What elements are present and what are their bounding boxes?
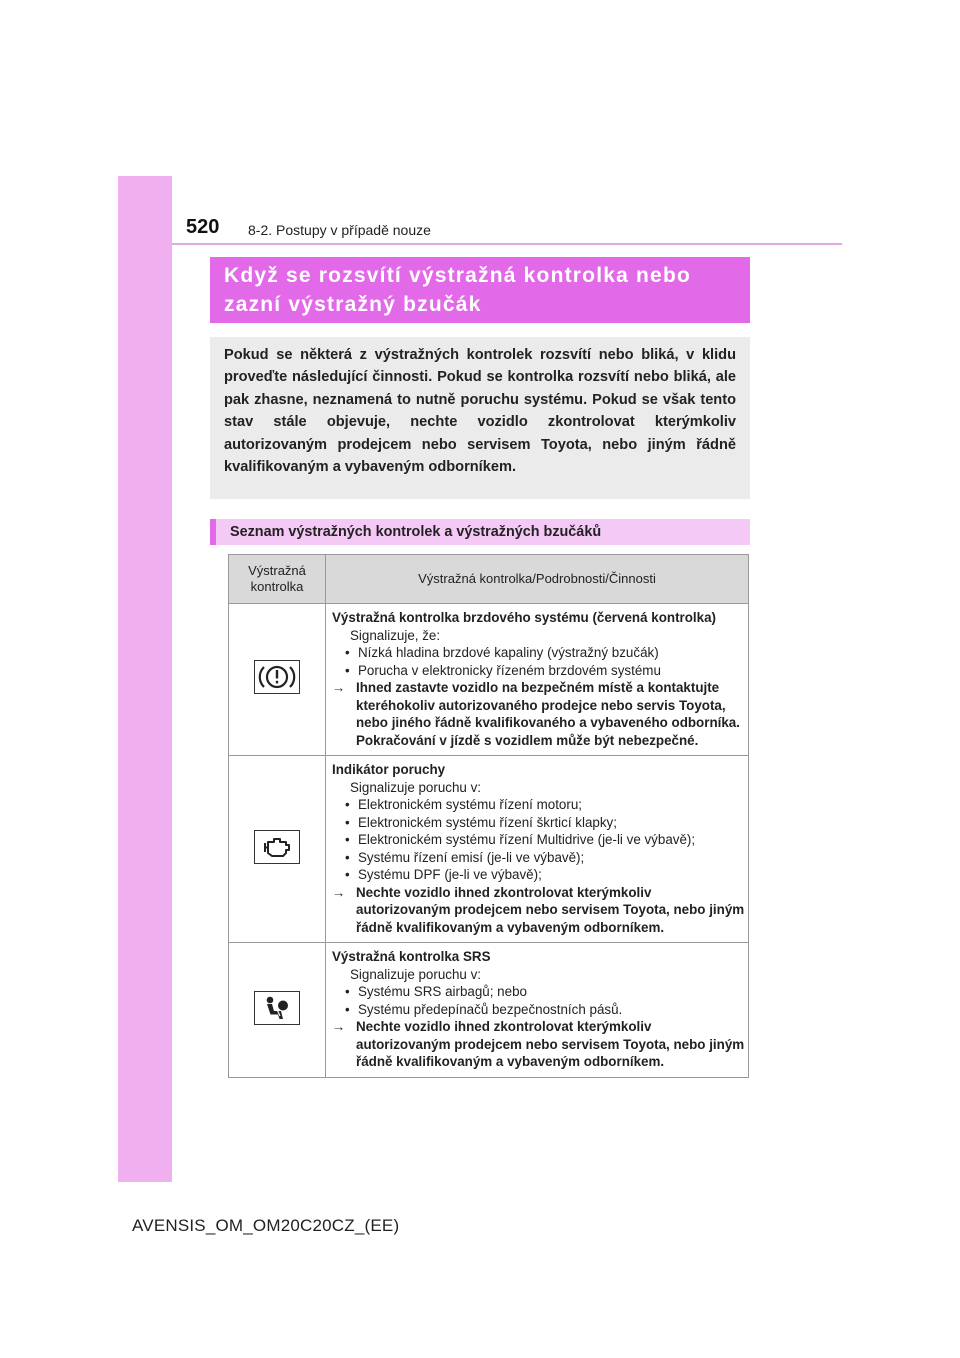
action-text: → Nechte vozidlo ihned zkontrolovat kterýmkoliv autorizovaným prodejcem nebo servisem Toyota, nebo jiným řádně kvalifikovaným a vybaveným odborníkem. (332, 884, 745, 935)
details-cell: Výstražná kontrolka SRS Signalizuje poruchu v: • Systému SRS airbagů; nebo • Systému předepínačů bezpečnostních pásů. → Nechte vozidlo ihned zkontrolovat kterýmkoliv autorizovaným prodejcem nebo servisem Toyota, nebo jiným řádně kvalifikovaným a vybaveným odborníkem. (326, 943, 749, 1078)
header-details: Výstražná kontrolka/Podrobnosti/Činnosti (326, 555, 749, 604)
list-item: • Elektronickém systému řízení motoru; (345, 797, 582, 812)
header-warning-light: Výstražná kontrolka (229, 555, 326, 604)
section-header: 8-2. Postupy v případě nouze (248, 222, 431, 238)
srs-airbag-icon (254, 991, 300, 1025)
list-item: • Nízká hladina brzdové kapaliny (výstražný bzučák) (345, 645, 659, 660)
list-item: • Porucha v elektronicky řízeném brzdovém systému (345, 662, 661, 678)
section-title-line-1: Když se rozsvítí výstražná kontrolka nebo (224, 264, 691, 287)
side-color-band (118, 176, 172, 1182)
list-item: • Systému řízení emisí (je-li ve výbavě); (345, 849, 585, 865)
header-rule (172, 243, 842, 245)
list-item: • Systému předepínačů bezpečnostních pásů. (345, 1001, 623, 1017)
page-number: 520 (186, 216, 220, 238)
brake-warning-icon (254, 660, 300, 694)
section-title-line-2: zazní výstražný bzučák (224, 293, 482, 316)
table-row (229, 943, 749, 1078)
subheading: Seznam výstražných kontrolek a výstražných bzučáků (210, 519, 750, 545)
list-item: • Systému DPF (je-li ve výbavě); (345, 867, 542, 882)
list-item: • Systému SRS airbagů; nebo (345, 984, 527, 999)
icon-cell (229, 604, 326, 756)
engine-malfunction-icon (254, 830, 300, 864)
document-code-footer: AVENSIS_OM_OM20C20CZ_(EE) (132, 1216, 400, 1235)
section-title (210, 257, 750, 323)
intro-paragraph: Pokud se některá z výstražných kontrolek rozsvítí nebo bliká, v klidu proveďte následující činnosti. Pokud se kontrolka rozsvítí nebo bliká, ale pak zhasne, neznamená to nutně poruchu systému. Pokud se však tento stav stále objevuje, nechte vozidlo zkontrolovat kterýmkoliv autorizovaným prodejcem nebo servisem Toyota, nebo jiným řádně kvalifikovaným a vybaveným odborníkem. (210, 337, 750, 499)
details-cell: Výstražná kontrolka brzdového systému (červená kontrolka) Signalizuje, že: • Nízká hladina brzdové kapaliny (výstražný bzučák) • Porucha v elektronicky řízeném brzdovém systému → Ihned zastavte vozidlo na bezpečném místě a kontaktujte kteréhokoliv autorizovaného prodejce nebo servis Toyota, nebo jiného řádně kvalifikovaného a vybaveného odborníka. Pokračování v jízdě s vozidlem může být nebezpečné. (326, 604, 749, 756)
action-text: → Ihned zastavte vozidlo na bezpečném místě a kontaktujte kteréhokoliv autorizovaného prodejce nebo servis Toyota, nebo jiného řádně kvalifikovaného a vybaveného odborníka. Pokračování v jízdě s vozidlem může být nebezpečné. (332, 680, 740, 748)
warning-lights-table (228, 554, 749, 1078)
table-header-row (229, 555, 749, 604)
list-item: • Elektronickém systému řízení Multidrive (je-li ve výbavě); (345, 832, 696, 847)
icon-cell (229, 756, 326, 943)
details-cell: Indikátor poruchy Signalizuje poruchu v: • Elektronickém systému řízení motoru; • Elektronickém systému řízení škrticí klapky; • Elektronickém systému řízení Multidrive (je-li ve výbavě); • Systému řízení emisí (je-li ve výbavě); • Systému DPF (je-li ve výbavě); → Nechte vozidlo ihned zkontrolovat kterýmkoliv autorizovaným prodejcem nebo servisem Toyota, nebo jiným řádně kvalifikovaným a vybaveným odborníkem. (326, 756, 749, 943)
table-row (229, 604, 749, 756)
action-text: → Nechte vozidlo ihned zkontrolovat kterýmkoliv autorizovaným prodejcem nebo servisem Toyota, nebo jiným řádně kvalifikovaným a vybaveným odborníkem. (332, 1019, 745, 1069)
icon-cell (229, 943, 326, 1078)
table-row (229, 756, 749, 943)
list-item: • Elektronickém systému řízení škrticí klapky; (345, 814, 617, 830)
